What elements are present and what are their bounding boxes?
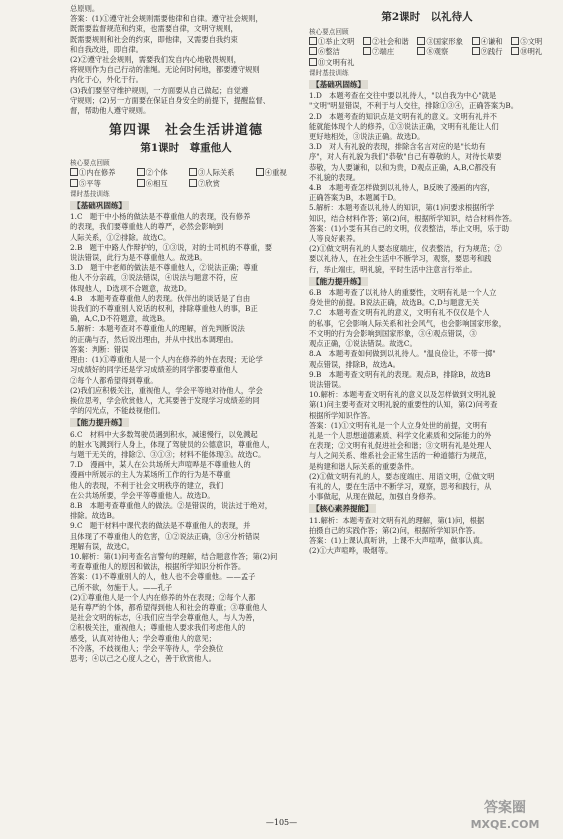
text-line: 身处世的前提。B说法正确，故选B。C,D与题意无关 — [309, 298, 480, 308]
keyword-item: ⑥整洁 — [309, 47, 357, 57]
keyword-item: ⑦欣赏 — [189, 179, 250, 189]
text-line: 11.解析：本题考查对文明有礼的理解，第(1)问，根据 — [309, 515, 485, 525]
keyword-item: ⑩明礼 — [511, 47, 545, 57]
text-line: 观点错误，排除B，故选A。 — [309, 359, 400, 369]
text-line: 答案：(1)不尊重别人的人，他人也不会尊重他。——孟子 — [70, 572, 256, 582]
text-line: 拍摄自己的实践作答；第(2)问，根据所学知识作答。 — [309, 525, 480, 535]
text-line: 漫画中所展示的主人为某场所工作的行为是不尊重 — [70, 470, 231, 480]
text-line: 守规则；(2)另一方面要在保证自身安全的前提下，提醒监督、 — [70, 95, 271, 105]
text-line: 考查尊重他人的原因和做法，根据所学知识分析作答。 — [70, 562, 246, 572]
keyword-item: ④重视 — [256, 168, 302, 178]
text-line: 礼是一个人思想道德素质、科学文化素质和交际能力的外 — [309, 430, 492, 440]
text-line: 10.解析：本题考查文明有礼的意义以及怎样做到文明礼貌 — [309, 390, 496, 400]
text-line: 说我们的不尊重别人说话的权利，排除尊重他人的事，B正 — [70, 304, 258, 314]
text-line: 5.解析：本题考查以礼待人的知识，第(1)问要求根据所学 — [309, 203, 495, 213]
text-line: 有礼的人，要在生活中不断学习，观察，思考和践行，从 — [309, 481, 492, 491]
text-line: 知识，结合材料作答；第(2)问，根据所学知识，结合材料作答。 — [309, 213, 517, 223]
text-line: 的表现，我们要尊重他人的尊严，必然会影响到 — [70, 222, 224, 232]
text-line: 9.C 题干材料中课代表的做法是不尊重他人的表现，并 — [70, 521, 251, 531]
text-line: ②每个人都希望得到尊重。 — [70, 375, 158, 385]
keyword-item: ⑤文明 — [511, 37, 545, 47]
section-ability: 【能力提升练】 — [309, 277, 545, 287]
keyword-item: ⑪文明有礼 — [309, 58, 357, 68]
keyword-grid — [309, 37, 545, 68]
text-line: 能就能体现个人的修养，①③说法正确，文明有礼能让人们 — [309, 121, 499, 131]
text-line: 督，帮助他人遵守规则。 — [70, 106, 151, 116]
text-line: (2)②遵守社会规则，需要我们发自内心地敬畏规则， — [70, 55, 241, 65]
text-line: 他人的表现，不利于社会文明秩序的建立，我们 — [70, 480, 224, 490]
section-basic: 【基础巩固练】 — [70, 201, 302, 211]
text-line: 第(1)问主要考查对文明礼貌的重要性的认知，第(2)问考查 — [309, 400, 498, 410]
text-line: 1.C 题干中小杨的做法是不尊重他人的表现，没有修养 — [70, 212, 251, 222]
keypoints-label: 核心要点回顾 — [309, 28, 349, 36]
keyword-item: ③国家形象 — [417, 37, 465, 47]
text-line: 是构建和谐人际关系的重要条件。 — [309, 461, 419, 471]
text-line: 确，A,C,D不符题意，故选B。 — [70, 314, 170, 324]
page-number: —105— — [265, 818, 298, 827]
text-line: 10.解析：第(1)问考查名言警句的理解，结合题意作答；第(2)问 — [70, 551, 278, 561]
text-line: 3.D 对人有礼貌的表现，排除含名言对应的是"长幼有 — [309, 142, 486, 152]
text-line: 答案：判断：错误 — [70, 344, 129, 354]
text-line: 他人不分亲疏，③说法错误，④说法与题意不符，应 — [70, 273, 238, 283]
text-line: 且体现了不尊重他人的危害，①②说法正确，③④分析错误 — [70, 531, 260, 541]
text-line: 3.D 题干中老师的做法是不尊重他人，②说法正确；尊重 — [70, 263, 258, 273]
text-line: 正确答案为B，本题属于D。 — [309, 193, 401, 203]
text-line: 不礼貌的表现。 — [309, 172, 361, 182]
text-line: 2.D 本题考查的知识点是文明有礼的意义。文明有礼并不 — [309, 111, 497, 121]
text-line: 不冷落，不歧视他人；学会平等待人，学会换位 — [70, 643, 224, 653]
text-line: 观点正确，①说法错误。故选C。 — [309, 339, 417, 349]
text-line: 在表现；②文明有礼促进社会和谐；③文明有礼是处理人 — [309, 441, 492, 451]
core-answers — [309, 516, 545, 557]
text-line: 要以礼待人，在社会生活中不断学习，观察，要思考和践 — [309, 254, 492, 264]
text-line: 理由：(1)①尊重他人是一个人内在修养的外在表现；无论学 — [70, 355, 263, 365]
text-line: 排除。故选B。 — [70, 511, 120, 521]
text-line: (2)①做文明有礼的人要态度端庄，仪表整洁，行为规范；② — [309, 244, 502, 254]
text-line: 答案：(1)小雯有其自己的文明，仪表整洁，举止文明，乐于助 — [309, 223, 510, 233]
text-line: 6.B 本题考查了以礼待人的重要性，文明有礼是一个人立 — [309, 288, 497, 298]
text-line: 4.B 本题考查怎样做到以礼待人，B反映了漫画的内容， — [309, 183, 495, 193]
text-line: 7.C 本题考查文明有礼的意义，文明有礼不仅仅是个人 — [309, 308, 490, 318]
text-line: 是社会文明的标志，④我们应当学会尊重他人，与人为善， — [70, 613, 260, 623]
section-basic: 【基础巩固练】 — [309, 80, 545, 90]
keypoints-label: 核心要点回顾 — [70, 159, 110, 168]
text-line: 行，举止端庄，明礼貌，平时生活中注意言行举止。 — [309, 264, 477, 274]
text-line: 体现他人，D选项不合题意，故选D。 — [70, 283, 192, 293]
text-line: 更好地相处，③说法正确。故选D。 — [309, 132, 425, 142]
watermark-logo — [459, 797, 551, 833]
ability-answers — [309, 288, 545, 502]
text-line: 答案：(1)①遵守社会规则需要他律和自律。遵守社会规则， — [70, 14, 263, 24]
keyword-item: ①举止文明 — [309, 37, 357, 47]
text-line: 己所不欲，勿施于人。——孔子 — [70, 582, 173, 592]
text-line: 既需要监督规范和约束，也需要自律，文明守规则， — [70, 24, 238, 34]
text-line: 5.解析：本题考查对不尊重他人的理解，首先判断说法 — [70, 324, 245, 334]
text-line: 8.A 本题考查如何做到以礼待人。"温良俭让，不带一掷" — [309, 349, 496, 359]
keyword-item: ⑨践行 — [472, 47, 506, 57]
text-line: 说法错误，此行为是不尊重他人。故选B。 — [70, 253, 207, 263]
text-line: 2.B 题干中路人作辩护的，①③说，对的士司机的不尊重，要 — [70, 242, 273, 252]
text-line: 总原则。 — [70, 4, 100, 13]
text-line: 与题干无关的，排除②、③①③；材料不能体现③。故选C。 — [70, 449, 266, 459]
text-line: 思考；④以己之心度人之心，善于欣赏他人。 — [70, 653, 216, 663]
practice-label: 课时基技训练 — [309, 68, 349, 77]
text-line: 根据所学知识作答。 — [309, 410, 375, 420]
text-line: "文明"明显错误，不利于与人交往，排除①③④，正确答案为B。 — [309, 101, 519, 111]
section-core: 【核心素养提能】 — [309, 504, 545, 514]
text-line: 是有尊严的个体，都希望得到他人和社会的尊重；③尊重他人 — [70, 602, 268, 612]
keyword-grid — [70, 168, 302, 188]
text-line: 9.B 本题考查文明有礼的表现。观点B，排除B，故选B — [309, 369, 491, 379]
left-column — [70, 4, 302, 664]
text-line: 人等良好素养。 — [309, 234, 361, 244]
intro-block — [70, 4, 302, 116]
text-line: 7.D 漫画中，某人在公共场所大声喧哗是不尊重他人的 — [70, 460, 251, 470]
svg-text:MXQE.COM: MXQE.COM — [470, 818, 540, 831]
text-line: 感受，认真对待他人；学会尊重他人的意见； — [70, 633, 216, 643]
keyword-item: ④谦和 — [472, 37, 506, 47]
text-line: 学的闪光点，不能歧视他们。 — [70, 406, 165, 416]
text-line: 的私事，它会影响人际关系和社会风气，也会影响国家形象， — [309, 318, 507, 328]
text-line: 在公共场所要，学会平等尊重他人。故选D。 — [70, 490, 215, 500]
keyword-item: ①内在修养 — [70, 168, 131, 178]
keyword-item: ②社会和谐 — [363, 37, 411, 47]
text-line: (3)我们要坚守维护规则，一方面要从自己做起；自觉遵 — [70, 85, 249, 95]
text-line: 恭敬，为人要谦和，以和为贵，D观点正确，A,B,C都没有 — [309, 162, 497, 172]
period-title: 第1课时 尊重他人 — [140, 142, 232, 155]
text-line: 内化于心，外化于行。 — [70, 75, 143, 85]
text-line: 序"，对人有礼貌为我们"恭敬"自己有尊敬的人，对待长辈要 — [309, 152, 502, 162]
section-ability: 【能力提升练】 — [70, 418, 302, 428]
text-line: 6.C 材料中大多数驾驶员遇到积水，减速慢行，以免溅起 — [70, 429, 258, 439]
text-line: 4.B 本题考查尊重他人的表现。伙伴出的谈话是了自由 — [70, 293, 251, 303]
keyword-item: ③人际关系 — [189, 168, 250, 178]
text-line: 答案：(1)①文明有礼是一个人立身处世的前提，文明有 — [309, 420, 488, 430]
keyword-item: ⑤平等 — [70, 179, 131, 189]
text-line: (2)我们应积极关注，重视他人，学会平等地对待他人，学会 — [70, 385, 263, 395]
text-line: 人际关系，①②排除。故选C。 — [70, 232, 171, 242]
right-column — [309, 4, 545, 556]
keyword-item: ⑧观察 — [417, 47, 465, 57]
text-line: 答案：(1)上课认真听讲，上课不大声喧哗，做事认真。 — [309, 535, 488, 545]
text-line: 1.D 本题考查在交往中要以礼待人，"以自我为中心"就是 — [309, 91, 497, 101]
text-line: (2)①做文明有礼的人，要态度端庄、用语文明，②做文明 — [309, 471, 495, 481]
text-line: 的脏水飞溅到行人身上，体现了驾驶员的公德意识，尊重他人， — [70, 439, 275, 449]
text-line: 换位思考，学会欣赏他人，尤其要善于发现学习成绩差的同 — [70, 395, 260, 405]
text-line: 的正确与否，然后说出理由，并从中找出本调理由。 — [70, 334, 238, 344]
keyword-item: ②个体 — [137, 168, 183, 178]
svg-text:答案圈: 答案圈 — [484, 800, 526, 816]
text-line: 既需要规则和社会的约束，即他律，又需要自我约束 — [70, 34, 238, 44]
text-line: 小事做起，从现在做起，加强自身修养。 — [309, 492, 441, 502]
text-line: 习成绩好的同学还是学习成绩差的同学都要尊重他人 — [70, 365, 238, 375]
text-line: 不文明的行为会影响到国家形象，③④观点错误，③ — [309, 328, 477, 338]
text-line: 与人之间关系、维系社会正常生活的一种道德行为规范， — [309, 451, 492, 461]
text-line: 将规则作为自己行动的准绳。无论何时何地，都要遵守规则 — [70, 65, 260, 75]
text-line: 说法错误。 — [309, 379, 346, 389]
ability-answers — [70, 430, 302, 552]
basic-answers — [309, 91, 545, 275]
basic-answers — [70, 212, 302, 416]
essay-answers — [70, 552, 302, 664]
lesson-title: 第四课 社会生活讲道德 — [108, 123, 263, 139]
keyword-item: ⑦端庄 — [363, 47, 411, 57]
text-line: (2)①大声喧哗，吸烟等。 — [309, 546, 393, 556]
text-line: 和自我改进，即自律。 — [70, 44, 143, 54]
keyword-item: ⑥相互 — [137, 179, 183, 189]
text-line: 理解有误，故选C。 — [70, 541, 134, 551]
text-line: 8.B 本题考查尊重他人的做法。②是错误的，说法过于绝对， — [70, 500, 273, 510]
text-line: ②积极关注，重视他人；尊重他人要求我们考虑他人的 — [70, 623, 246, 633]
practice-label: 课时基技训练 — [70, 189, 110, 198]
text-line: (2)①尊重他人是一个人内在修养的外在表现；②每个人都 — [70, 592, 256, 602]
period-title: 第2课时 以礼待人 — [381, 11, 473, 23]
